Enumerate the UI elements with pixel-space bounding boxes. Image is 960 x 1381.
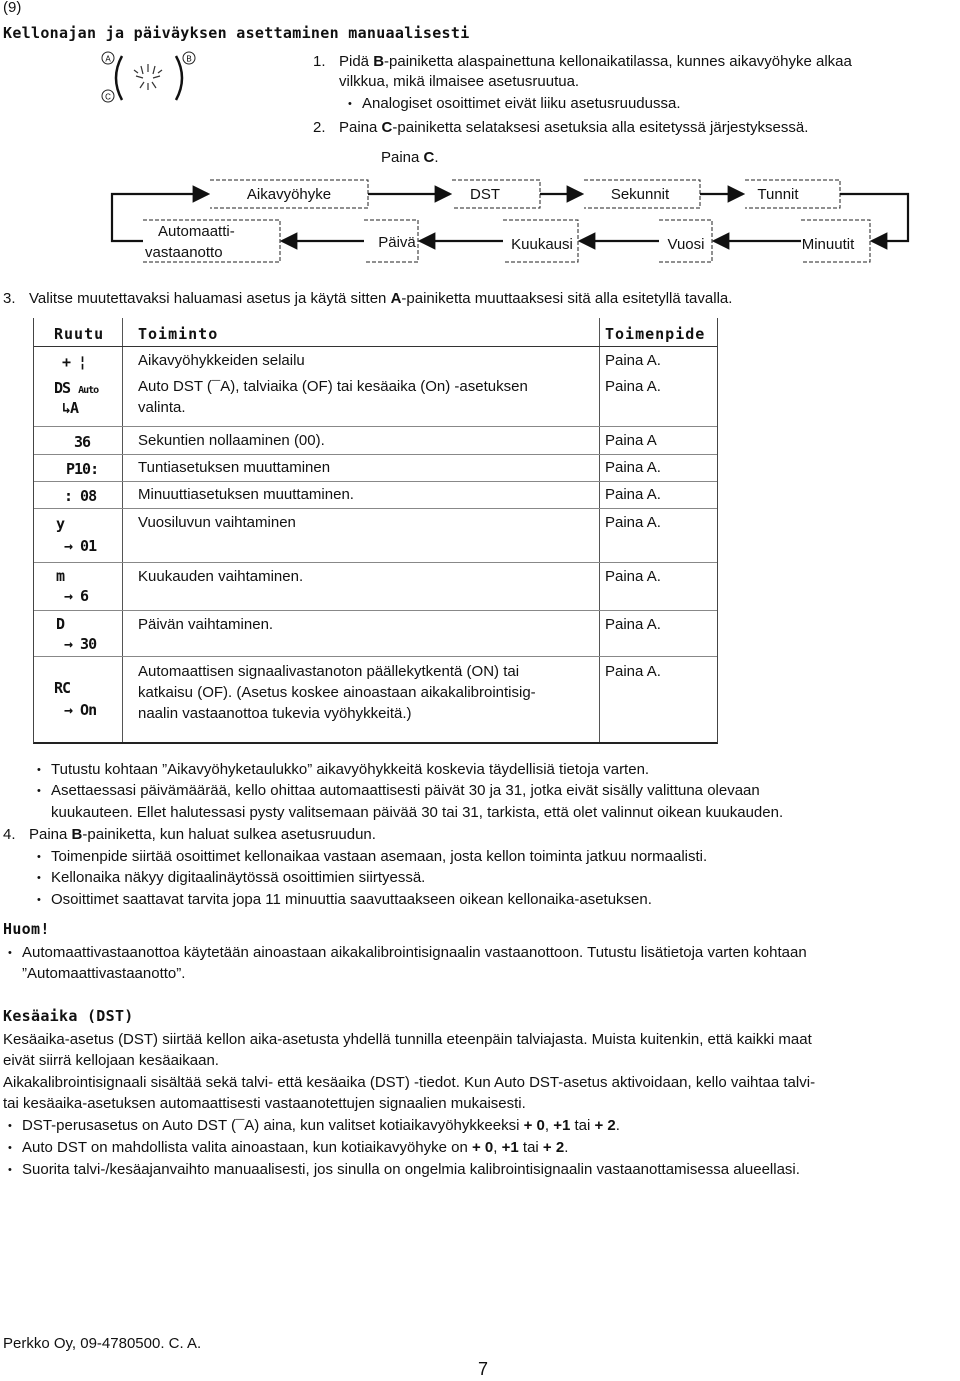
button-c-letter: C bbox=[105, 92, 111, 102]
settings-flow-diagram bbox=[100, 168, 920, 278]
lcd-glyph: : 08 bbox=[64, 487, 97, 505]
lcd-glyph: RC bbox=[54, 679, 71, 697]
row-action: Paina A. bbox=[605, 352, 661, 369]
lcd-glyph-sub: Auto bbox=[78, 385, 99, 396]
row-action: Paina A. bbox=[605, 459, 661, 476]
table-header-ruutu: Ruutu bbox=[54, 325, 105, 343]
flow-step-paiva: Päivä bbox=[378, 234, 416, 251]
button-a-letter: A bbox=[105, 54, 111, 64]
step-1: 1. Pidä B-painiketta alaspainettuna kellonaikatilassa, kunnes aikavyöhyke alkaa bbox=[313, 53, 852, 70]
row-function: Kuukauden vaihtaminen. bbox=[138, 568, 304, 585]
step-1-continued: vilkkua, mikä ilmaisee asetusruutua. bbox=[339, 73, 580, 90]
dst-paragraph: tai kesäaika-asetuksen automaattisesti vastaanotettujen signaalien mukaisesti. bbox=[3, 1095, 526, 1112]
row-action: Paina A. bbox=[605, 514, 661, 531]
flow-step-minuutit: Minuutit bbox=[801, 236, 855, 253]
step-4: 4. Paina B-painiketta, kun haluat sulkea asetusruudun. bbox=[3, 826, 376, 843]
lcd-glyph: y bbox=[56, 515, 65, 533]
watch-illustration bbox=[96, 48, 206, 108]
lcd-glyph: → 6 bbox=[64, 587, 89, 605]
page-number: 7 bbox=[478, 1359, 489, 1379]
row-action: Paina A. bbox=[605, 378, 661, 395]
dst-bullet: • Suorita talvi-/kesäajanvaihto manuaalisesti, jos sinulla on ongelmia kalibrointisignaalin vastaanottamisessa alueellasi. bbox=[22, 1160, 800, 1180]
dst-paragraph: eivät siirrä kellojaan kesäaikaan. bbox=[3, 1052, 219, 1069]
row-function: Sekuntien nollaaminen (00). bbox=[138, 432, 325, 449]
flow-step-automaatti-line1: Automaatti- bbox=[158, 223, 235, 240]
lcd-glyph: 36 bbox=[74, 433, 91, 451]
row-function: Aikavyöhykkeiden selailu bbox=[138, 352, 305, 369]
note-text: • Automaattivastaanottoa käytetään ainoastaan aikakalibrointisignaalin vastaanottoon. Tutustu lisätietoja varten kohtaan bbox=[22, 943, 807, 963]
flow-step-dst: DST bbox=[470, 186, 500, 203]
lcd-glyph: DS Auto bbox=[54, 379, 99, 397]
footer-company: Perkko Oy, 09-4780500. C. A. bbox=[3, 1335, 202, 1352]
row-action: Paina A. bbox=[605, 663, 661, 680]
page-label: (9) bbox=[3, 0, 22, 16]
lcd-glyph: → 01 bbox=[64, 537, 97, 555]
lcd-glyph: ↳A bbox=[62, 399, 79, 417]
step-3: 3. Valitse muutettavaksi haluamasi asetus ja käytä sitten A-painiketta muuttaaksesi sitä alla esitetyllä tavalla. bbox=[3, 290, 733, 307]
step-1-bullet: • Analogiset osoittimet eivät liiku asetusruudussa. bbox=[362, 94, 681, 114]
row-action: Paina A. bbox=[605, 616, 661, 633]
dst-bullet: • DST-perusasetus on Auto DST (¯A) aina, kun valitset kotiaikavyöhykkeeksi + 0, +1 tai + 2. bbox=[22, 1116, 620, 1136]
step-4-bullet: • Toimenpide siirtää osoittimet kellonaikaa vastaan asemaan, josta kellon toiminta jatkuu normaalisti. bbox=[51, 847, 707, 867]
row-function-cont: katkaisu (OF). (Asetus koskee ainoastaan aikakalibrointisig- bbox=[138, 684, 536, 701]
dst-bullet: • Auto DST on mahdollista valita ainoastaan, kun kotiaikavyöhyke on + 0, +1 tai + 2. bbox=[22, 1138, 568, 1158]
row-function: Automaattisen signaalivastanoton päällekytkentä (ON) tai bbox=[138, 663, 520, 680]
lcd-glyph: + ¦ bbox=[62, 353, 87, 371]
lcd-glyph: D bbox=[56, 615, 65, 633]
flow-step-aikavyohyke: Aikavyöhyke bbox=[246, 186, 332, 203]
flow-step-tunnit: Tunnit bbox=[757, 186, 799, 203]
row-function: Minuuttiasetuksen muuttaminen. bbox=[138, 486, 354, 503]
note-bullet: • Tutustu kohtaan ”Aikavyöhyketaulukko” aikavyöhykkeitä koskevia täydellisiä tietoja varten. bbox=[51, 760, 649, 780]
dst-paragraph: Aikakalibrointisignaali sisältää sekä talvi- että kesäaika (DST) -tiedot. Kun Auto DST-asetus aktivoidaan, kello vaihtaa talvi- bbox=[3, 1074, 816, 1091]
dst-paragraph: Kesäaika-asetus (DST) siirtää kellon aika-asetusta yhdellä tunnilla eteenpäin talviajasta. Muista kuitenkin, että kaikki maat bbox=[3, 1031, 812, 1048]
flow-step-kuukausi: Kuukausi bbox=[511, 236, 573, 253]
note-text-cont: ”Automaattivastaanotto”. bbox=[22, 965, 186, 982]
row-function: Tuntiasetuksen muuttaminen bbox=[138, 459, 331, 476]
row-action: Paina A bbox=[605, 432, 657, 449]
row-function: Vuosiluvun vaihtaminen bbox=[138, 514, 296, 531]
paina-c-label: Paina C. bbox=[381, 149, 439, 166]
flow-step-vuosi: Vuosi bbox=[667, 236, 705, 253]
dst-title: Kesäaika (DST) bbox=[3, 1007, 134, 1025]
row-action: Paina A. bbox=[605, 568, 661, 585]
flow-step-automaatti-line2: vastaanotto bbox=[145, 244, 223, 261]
lcd-glyph: → On bbox=[64, 701, 97, 719]
step-2: 2. Paina C-painiketta selataksesi asetuksia alla esitetyssä järjestyksessä. bbox=[313, 119, 809, 136]
note-title: Huom! bbox=[3, 920, 50, 938]
page-title: Kellonajan ja päiväyksen asettaminen manuaalisesti bbox=[3, 24, 470, 42]
step-4-bullet: • Osoittimet saattavat tarvita jopa 11 minuuttia saavuttaakseen oikean kellonaika-asetuksen. bbox=[51, 890, 652, 910]
lcd-glyph: → 30 bbox=[64, 635, 97, 653]
step-4-bullet: • Kellonaika näkyy digitaalinäytössä osoittimien siirtyessä. bbox=[51, 868, 425, 888]
lcd-glyph: P10: bbox=[66, 460, 99, 478]
row-function-cont: naalin vastaanottoa tukevia vyöhykkeitä.) bbox=[138, 705, 412, 722]
note-bullet-cont: kuukauteen. Ellet halutessasi pysty valitsemaan päivää 30 tai 31, tarkista, että olet valinnut oikean kuukauden. bbox=[51, 804, 784, 821]
button-b-letter: B bbox=[186, 54, 192, 64]
row-function: Auto DST (¯A), talviaika (OF) tai kesäaika (On) -asetuksen bbox=[138, 378, 528, 395]
settings-table bbox=[33, 318, 718, 744]
table-header-toimenpide: Toimenpide bbox=[605, 325, 706, 343]
flow-step-sekunnit: Sekunnit bbox=[610, 186, 670, 203]
lcd-glyph: m bbox=[56, 567, 65, 585]
row-action: Paina A. bbox=[605, 486, 661, 503]
table-header-toiminto: Toiminto bbox=[138, 325, 219, 343]
row-function: Päivän vaihtaminen. bbox=[138, 616, 274, 633]
row-function-cont: valinta. bbox=[138, 399, 186, 416]
note-bullet: • Asettaessasi päivämäärää, kello ohittaa automaattisesti päivät 30 ja 31, jotka eivät sisälly valittuna olevaan bbox=[51, 781, 760, 801]
